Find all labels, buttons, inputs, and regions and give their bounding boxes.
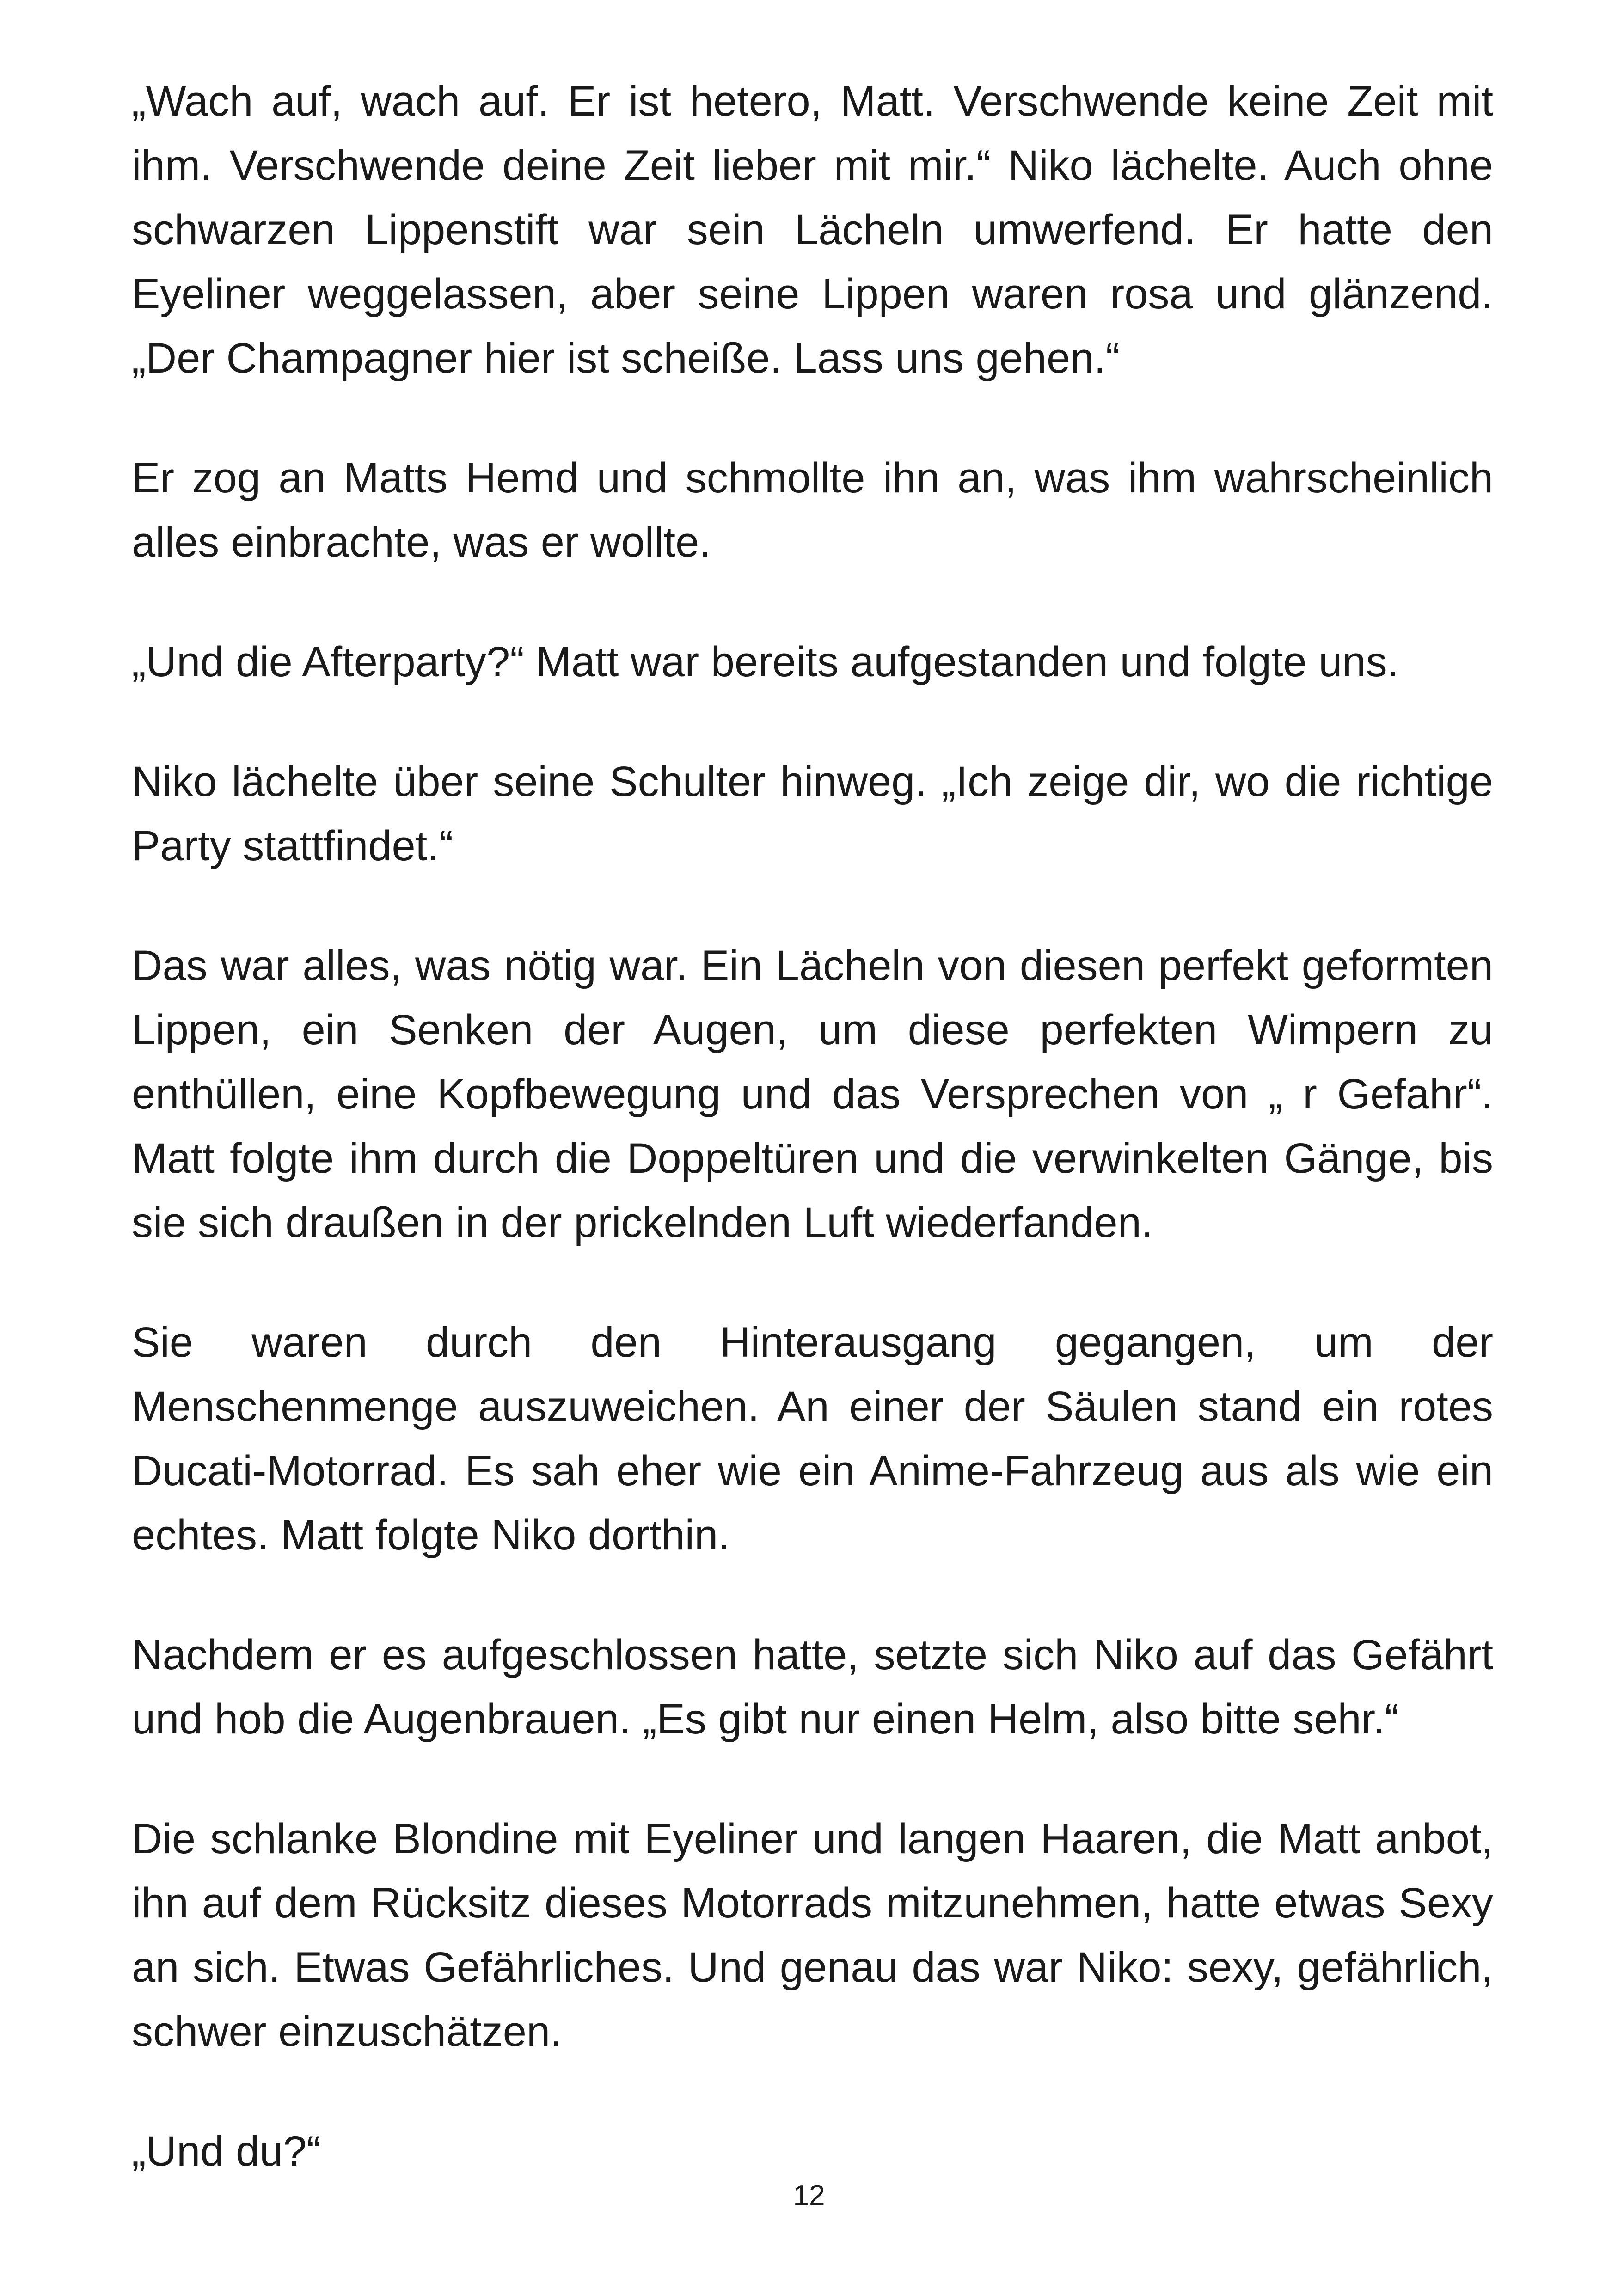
paragraph: „Wach auf, wach auf. Er ist hetero, Matt. Verschwende keine Zeit mit ihm. Verschwende deine Zeit lieber mit mir.“ Niko lächelte. Auch ohne schwarzen Lippenstift war sein Lächeln umwerfend. Er hatte den Eyeliner weggelassen, aber seine Lippen waren rosa und glänzend. „Der Champagner hier ist scheiße. Lass uns gehen.“ <box>132 78 1493 382</box>
paragraph: Nachdem er es aufgeschlossen hatte, setzte sich Niko auf das Gefährt und hob die Augenbrauen. „Es gibt nur einen Helm, also bitte sehr.“ <box>132 1631 1493 1743</box>
paragraph: Er zog an Matts Hemd und schmollte ihn an, was ihm wahrscheinlich alles einbrachte, was er wollte. <box>132 454 1493 566</box>
page-body <box>132 69 1493 2184</box>
paragraph: Das war alles, was nötig war. Ein Lächeln von diesen perfekt geformten Lippen, ein Senken der Augen, um diese perfekten Wimpern zu enthüllen, eine Kopfbewegung und das Versprechen von „ r Gefahr“. Matt folgte ihm durch die Doppeltüren und die verwinkelten Gänge, bis sie sich draußen in der prickelnden Luft wiederfanden. <box>132 942 1493 1246</box>
paragraph: Sie waren durch den Hinterausgang gegangen, um der Menschenmenge auszuweichen. An einer der Säulen stand ein rotes Ducati-Motorrad. Es sah eher wie ein Anime-Fahrzeug aus als wie ein echtes. Matt folgte Niko dorthin. <box>132 1319 1493 1559</box>
paragraph: Niko lächelte über seine Schulter hinweg. „Ich zeige dir, wo die richtige Party stattfindet.“ <box>132 758 1493 869</box>
page-number: 12 <box>793 2180 825 2211</box>
paragraph: Die schlanke Blondine mit Eyeliner und langen Haaren, die Matt anbot, ihn auf dem Rücksitz dieses Motorrads mitzunehmen, hatte etwas Sexy an sich. Etwas Gefährliches. Und genau das war Niko: sexy, gefährlich, schwer einzuschätzen. <box>132 1815 1493 2055</box>
paragraph: „Und die Afterparty?“ Matt war bereits aufgestanden und folgte uns. <box>132 638 1399 686</box>
paragraph: „Und du?“ <box>132 2128 321 2175</box>
